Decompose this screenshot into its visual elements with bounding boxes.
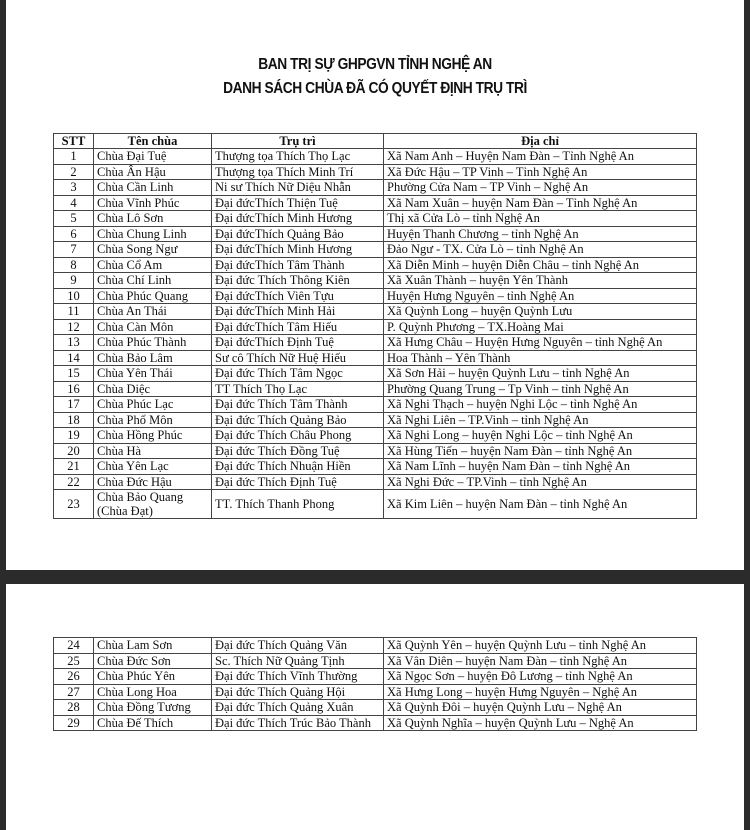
table-row [54,397,697,413]
row-address: Xã Quỳnh Nghĩa – huyện Quỳnh Lưu – Nghệ An [384,715,697,731]
temple-table-page-2 [53,637,697,731]
row-stt: 24 [54,638,94,654]
row-address: Xã Quỳnh Long – huyện Quỳnh Lưu [384,304,697,320]
row-address: Xã Nghi Liên – TP.Vinh – tỉnh Nghệ An [384,412,697,428]
row-temple-name: Chùa Song Ngư [94,242,212,258]
table-row [54,273,697,289]
row-address: Thị xã Cửa Lò – tỉnh Nghệ An [384,211,697,227]
row-stt: 26 [54,669,94,685]
row-temple-name: Chùa Cần Linh [94,180,212,196]
row-abbot: Đại đức Thích Quảng Hội [212,684,384,700]
row-address: Huyện Thanh Chương – tỉnh Nghệ An [384,226,697,242]
row-abbot: Đại đứcThích Minh Hương [212,211,384,227]
row-stt: 20 [54,443,94,459]
row-stt: 6 [54,226,94,242]
table-row [54,459,697,475]
row-temple-name: Chùa Yên Lạc [94,459,212,475]
row-stt: 27 [54,684,94,700]
row-abbot: Đại đứcThích Tâm Thành [212,257,384,273]
row-abbot: Thượng tọa Thích Thọ Lạc [212,149,384,165]
document-page-1 [6,0,744,570]
row-temple-name: Chùa Đức Sơn [94,653,212,669]
row-stt: 14 [54,350,94,366]
row-address: Hoa Thành – Yên Thành [384,350,697,366]
row-abbot: Đại đứcThích Quảng Bảo [212,226,384,242]
row-address: Xã Vân Diên – huyện Nam Đàn – tỉnh Nghệ An [384,653,697,669]
table-row [54,653,697,669]
table-row [54,350,697,366]
temple-table-page-1 [53,133,697,519]
row-temple-name: Chùa Đồng Tương [94,700,212,716]
document-heading-organization: BAN TRỊ SỰ GHPGVN TỈNH NGHỆ AN [258,56,492,73]
row-temple-name: Chùa Cổ Am [94,257,212,273]
table-row [54,195,697,211]
row-address: Xã Quỳnh Yên – huyện Quỳnh Lưu – tỉnh Nghệ An [384,638,697,654]
row-stt: 19 [54,428,94,444]
row-temple-name: Chùa Phổ Môn [94,412,212,428]
table-row [54,715,697,731]
row-stt: 10 [54,288,94,304]
row-temple-name: Chùa An Thái [94,304,212,320]
row-temple-name: Chùa Phúc Thành [94,335,212,351]
row-temple-name: Chùa Chí Linh [94,273,212,289]
row-stt: 17 [54,397,94,413]
row-stt: 12 [54,319,94,335]
table-row [54,669,697,685]
row-abbot: Đại đức Thích Quảng Văn [212,638,384,654]
row-temple-name: Chùa Lô Sơn [94,211,212,227]
row-stt: 13 [54,335,94,351]
row-temple-name: Chùa Phúc Lạc [94,397,212,413]
row-address: Xã Nghi Long – huyện Nghi Lộc – tỉnh Nghệ An [384,428,697,444]
row-address: Xã Hưng Long – huyện Hưng Nguyên – Nghệ An [384,684,697,700]
row-temple-name: Chùa Ân Hậu [94,164,212,180]
row-abbot: Đại đức Thích Quảng Bảo [212,412,384,428]
row-abbot: Thượng tọa Thích Minh Trí [212,164,384,180]
table-body-page-2 [54,638,697,731]
row-abbot: Đại đứcThích Thiện Tuệ [212,195,384,211]
row-stt: 29 [54,715,94,731]
row-abbot: Đại đức Thích Trúc Bảo Thành [212,715,384,731]
row-stt: 3 [54,180,94,196]
row-temple-name: Chùa Càn Môn [94,319,212,335]
table-row [54,226,697,242]
row-abbot: Đại đức Thích Tâm Ngọc [212,366,384,382]
row-temple-name: Chùa Bảo Quang (Chùa Đạt) [94,490,212,519]
row-temple-name: Chùa Đại Tuệ [94,149,212,165]
row-stt: 21 [54,459,94,475]
row-address: Phường Quang Trung – Tp Vinh – tỉnh Nghệ An [384,381,697,397]
row-address: Xã Xuân Thành – huyện Yên Thành [384,273,697,289]
row-address: Đảo Ngư - TX. Cửa Lò – tỉnh Nghệ An [384,242,697,258]
row-temple-name: Chùa Lam Sơn [94,638,212,654]
row-stt: 9 [54,273,94,289]
row-stt: 1 [54,149,94,165]
row-abbot: TT. Thích Thanh Phong [212,490,384,519]
row-stt: 16 [54,381,94,397]
table-row [54,474,697,490]
row-abbot: Ni sư Thích Nữ Diệu Nhẫn [212,180,384,196]
table-row [54,381,697,397]
row-address: P. Quỳnh Phương – TX.Hoàng Mai [384,319,697,335]
document-heading-title: DANH SÁCH CHÙA ĐÃ CÓ QUYẾT ĐỊNH TRỤ TRÌ [223,80,527,97]
row-abbot: Đại đức Thích Châu Phong [212,428,384,444]
row-abbot: Đại đứcThích Định Tuệ [212,335,384,351]
header-address: Địa chỉ [384,134,697,149]
row-stt: 11 [54,304,94,320]
table-row [54,366,697,382]
row-address: Phường Cửa Nam – TP Vinh – Nghệ An [384,180,697,196]
row-address: Huyện Hưng Nguyên – tỉnh Nghệ An [384,288,697,304]
row-address: Xã Hùng Tiến – huyện Nam Đàn – tỉnh Nghệ An [384,443,697,459]
table-row [54,490,697,519]
row-abbot: Sư cô Thích Nữ Huệ Hiếu [212,350,384,366]
row-stt: 23 [54,490,94,519]
row-abbot: Đại đức Thích Định Tuệ [212,474,384,490]
row-stt: 22 [54,474,94,490]
row-address: Xã Nam Anh – Huyện Nam Đàn – Tỉnh Nghệ An [384,149,697,165]
row-abbot: Đại đức Thích Quảng Xuân [212,700,384,716]
row-temple-name: Chùa Phúc Yên [94,669,212,685]
table-row [54,304,697,320]
table-row [54,412,697,428]
row-temple-name: Chùa Đế Thích [94,715,212,731]
row-stt: 15 [54,366,94,382]
row-abbot: Sc. Thích Nữ Quảng Tịnh [212,653,384,669]
row-abbot: Đại đức Thích Thông Kiên [212,273,384,289]
row-address: Xã Nam Lĩnh – huyện Nam Đàn – tỉnh Nghệ An [384,459,697,475]
table-row [54,288,697,304]
row-stt: 28 [54,700,94,716]
header-abbot: Trụ trì [212,134,384,149]
table-row [54,180,697,196]
row-temple-name: Chùa Vĩnh Phúc [94,195,212,211]
row-temple-name: Chùa Diệc [94,381,212,397]
row-abbot: Đại đứcThích Tâm Hiếu [212,319,384,335]
table-row [54,257,697,273]
table-row [54,638,697,654]
row-stt: 7 [54,242,94,258]
table-row [54,443,697,459]
row-abbot: Đại đức Thích Vĩnh Thường [212,669,384,685]
row-address: Xã Quỳnh Đôi – huyện Quỳnh Lưu – Nghệ An [384,700,697,716]
row-temple-name: Chùa Yên Thái [94,366,212,382]
header-temple-name: Tên chùa [94,134,212,149]
table-row [54,211,697,227]
table-row [54,164,697,180]
row-stt: 4 [54,195,94,211]
row-abbot: Đại đức Thích Nhuận Hiền [212,459,384,475]
row-temple-name: Chùa Hà [94,443,212,459]
row-abbot: Đại đứcThích Minh Hương [212,242,384,258]
row-temple-name: Chùa Bảo Lâm [94,350,212,366]
row-address: Xã Sơn Hải – huyện Quỳnh Lưu – tỉnh Nghệ An [384,366,697,382]
row-stt: 25 [54,653,94,669]
row-temple-name: Chùa Phúc Quang [94,288,212,304]
row-abbot: Đại đức Thích Đồng Tuệ [212,443,384,459]
row-stt: 5 [54,211,94,227]
table-row [54,319,697,335]
row-temple-name: Chùa Đức Hậu [94,474,212,490]
row-stt: 2 [54,164,94,180]
row-address: Xã Nghi Thạch – huyện Nghi Lộc – tỉnh Nghệ An [384,397,697,413]
table-row [54,335,697,351]
row-stt: 8 [54,257,94,273]
row-address: Xã Kim Liên – huyện Nam Đàn – tỉnh Nghệ An [384,490,697,519]
document-page-2 [6,584,744,830]
table-row [54,149,697,165]
row-stt: 18 [54,412,94,428]
row-address: Xã Nghi Đức – TP.Vinh – tỉnh Nghệ An [384,474,697,490]
table-row [54,700,697,716]
row-abbot: Đại đứcThích Viên Tựu [212,288,384,304]
row-abbot: Đại đức Thích Tâm Thành [212,397,384,413]
row-address: Xã Ngọc Sơn – huyện Đô Lương – tỉnh Nghệ An [384,669,697,685]
header-stt: STT [54,134,94,149]
table-header-row [54,134,697,149]
row-temple-name: Chùa Chung Linh [94,226,212,242]
row-temple-name: Chùa Long Hoa [94,684,212,700]
row-address: Xã Diễn Minh – huyện Diễn Châu – tỉnh Nghệ An [384,257,697,273]
row-abbot: TT Thích Thọ Lạc [212,381,384,397]
row-abbot: Đại đứcThích Minh Hải [212,304,384,320]
row-address: Xã Nam Xuân – huyện Nam Đàn – Tỉnh Nghệ An [384,195,697,211]
row-address: Xã Đức Hậu – TP Vinh – Tỉnh Nghệ An [384,164,697,180]
table-row [54,684,697,700]
row-temple-name: Chùa Hồng Phúc [94,428,212,444]
table-row [54,242,697,258]
row-address: Xã Hưng Châu – Huyện Hưng Nguyên – tỉnh Nghệ An [384,335,697,351]
table-body-page-1 [54,149,697,519]
table-row [54,428,697,444]
